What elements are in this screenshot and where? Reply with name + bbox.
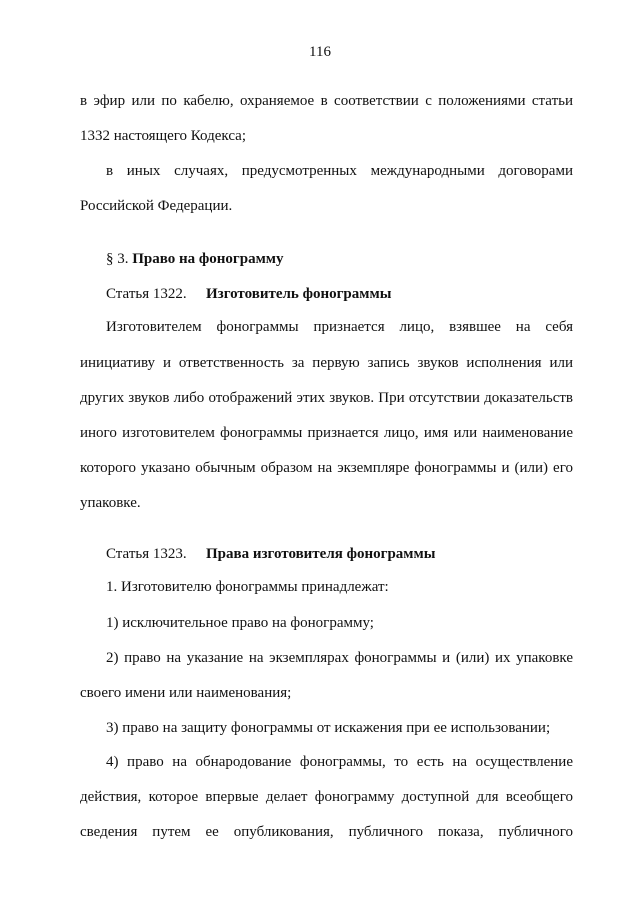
section-title: Право на фонограмму [132, 251, 284, 267]
article-title: Изготовитель фонограммы [206, 286, 392, 302]
text-line: Российской Федерации. [80, 198, 233, 214]
article-title: Права изготовителя фонограммы [206, 546, 436, 562]
text-line: 2) право на указание на экземплярах фонограммы и (или) их упаковке [106, 650, 573, 666]
text-line: в иных случаях, предусмотренных международными договорами [106, 163, 573, 179]
section-heading [106, 250, 573, 268]
section-number: § 3. [106, 251, 129, 267]
text-line: которого указано обычным образом на экземпляре фонограммы и (или) его [80, 460, 573, 476]
article-number: Статья 1322. [106, 286, 187, 302]
text-line: упаковке. [80, 495, 141, 511]
text-line: в эфир или по кабелю, охраняемое в соответствии с положениями статьи [80, 93, 573, 109]
article-number: Статья 1323. [106, 546, 187, 562]
text-line: инициативу и ответственность за первую запись звуков исполнения или [80, 355, 573, 371]
text-line: 1. Изготовителю фонограммы принадлежат: [106, 579, 389, 595]
text-line: 1) исключительное право на фонограмму; [106, 615, 374, 631]
article-heading-1322 [106, 285, 573, 303]
text-line: 4) право на обнародование фонограммы, то есть на осуществление [106, 754, 573, 770]
text-line: сведения путем ее опубликования, публичного показа, публичного [80, 824, 573, 840]
text-line: других звуков либо отображений этих звуков. При отсутствии доказательств [80, 390, 573, 406]
text-line: 3) право на защиту фонограммы от искажения при ее использовании; [106, 720, 551, 736]
text-line: иного изготовителем фонограммы признается лицо, имя или наименование [80, 425, 573, 441]
page-number: 116 [309, 44, 331, 60]
text-line: 1332 настоящего Кодекса; [80, 128, 246, 144]
article-heading-1323 [106, 545, 573, 563]
text-line: Изготовителем фонограммы признается лицо, взявшее на себя [106, 319, 573, 335]
text-line: своего имени или наименования; [80, 685, 292, 701]
text-line: действия, которое впервые делает фонограмму доступной для всеобщего [80, 789, 573, 805]
